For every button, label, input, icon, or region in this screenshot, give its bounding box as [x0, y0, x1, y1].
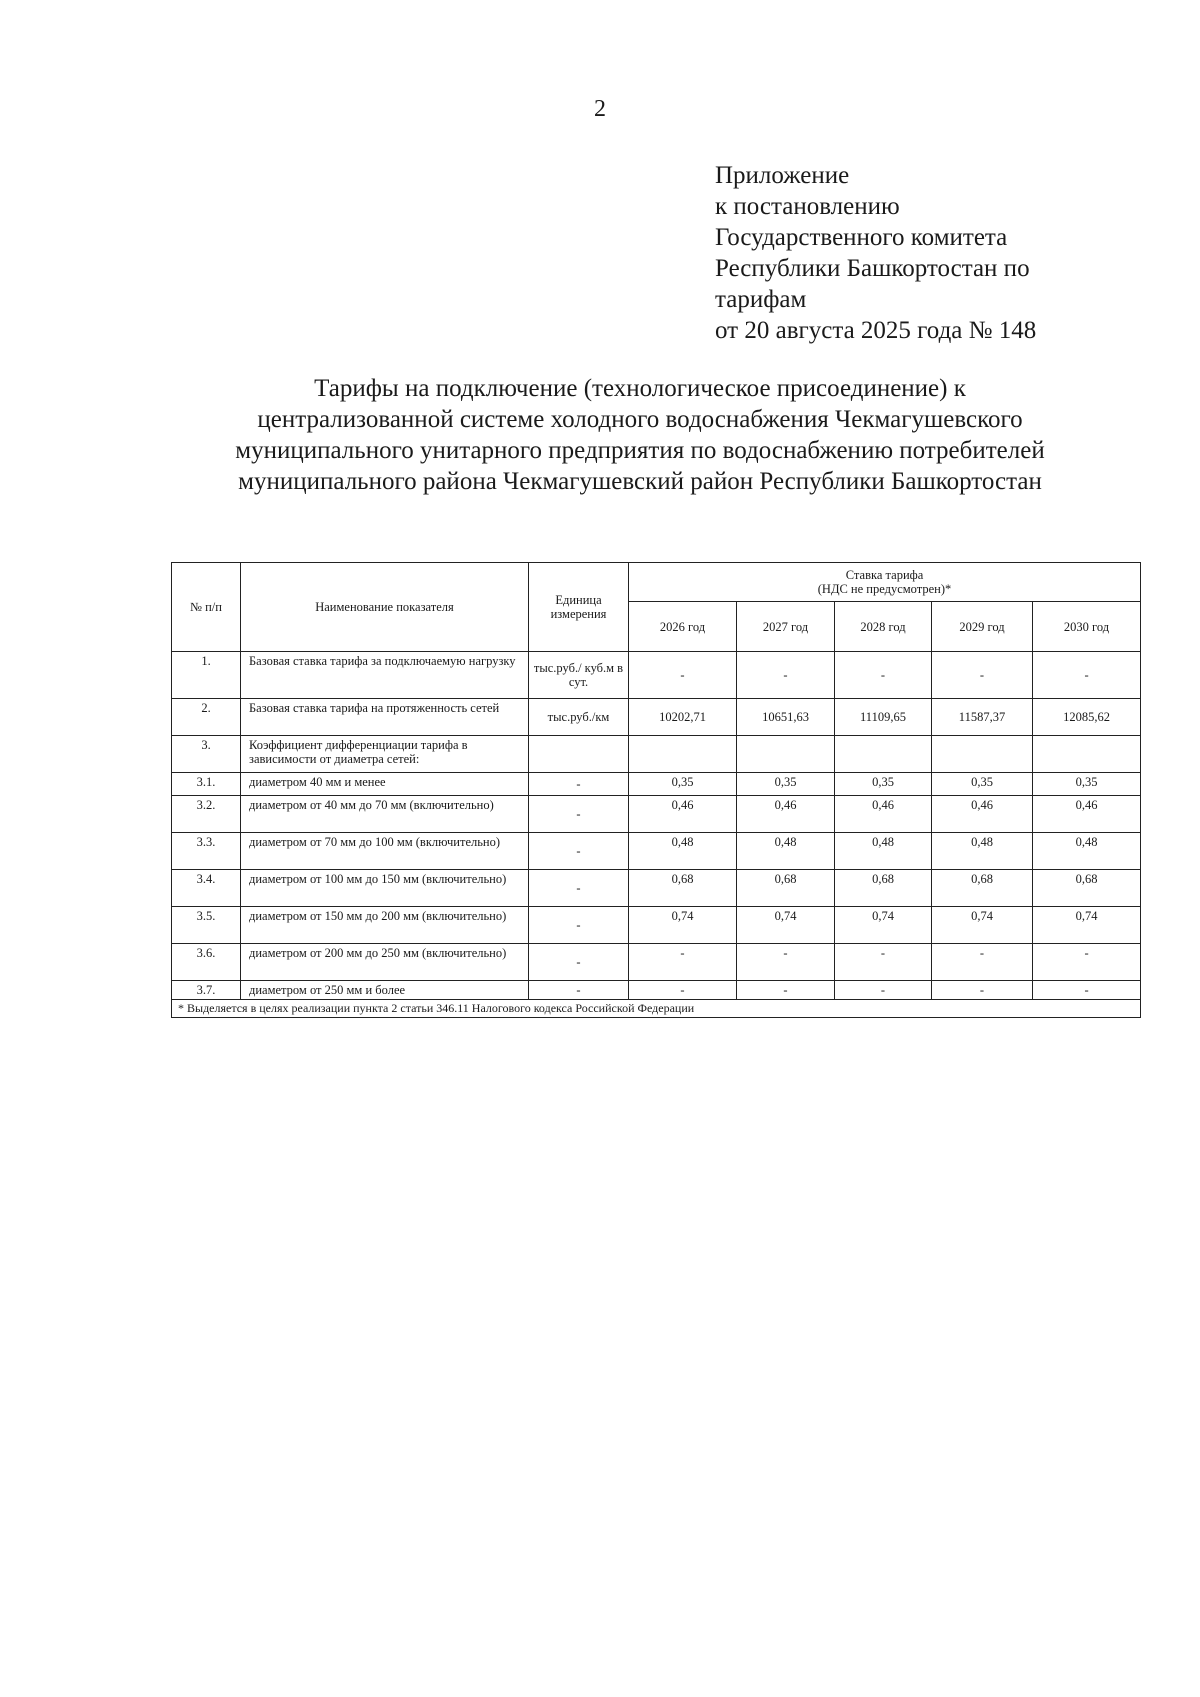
row-value: - — [1033, 981, 1141, 1000]
row-name: Коэффициент дифференциации тарифа в зависимости от диаметра сетей: — [241, 736, 529, 773]
row-unit: тыс.руб./ куб.м в сут. — [529, 652, 629, 699]
row-value — [835, 736, 932, 773]
row-value: - — [737, 981, 835, 1000]
appendix-line: от 20 августа 2025 года № 148 — [715, 317, 1037, 344]
row-num: 3.3. — [172, 833, 241, 870]
row-num: 3.2. — [172, 796, 241, 833]
row-value: 0,46 — [932, 796, 1033, 833]
row-value — [629, 736, 737, 773]
table-row — [172, 773, 1141, 796]
title-line: муниципального района Чекмагушевский район Республики Башкортостан — [238, 468, 1042, 495]
row-num: 3.6. — [172, 944, 241, 981]
row-num: 1. — [172, 652, 241, 699]
row-name: диаметром от 250 мм и более — [241, 981, 529, 1000]
row-value: - — [932, 981, 1033, 1000]
row-unit: - — [529, 796, 629, 833]
row-name: Базовая ставка тарифа за подключаемую нагрузку — [241, 652, 529, 699]
header-rate — [629, 563, 1141, 602]
row-value — [737, 736, 835, 773]
row-value: 10651,63 — [737, 699, 835, 736]
row-value: 0,74 — [835, 907, 932, 944]
row-value: - — [629, 944, 737, 981]
page-number: 2 — [594, 96, 606, 122]
table-row — [172, 652, 1141, 699]
header-num: № п/п — [172, 563, 241, 652]
row-name: диаметром 40 мм и менее — [241, 773, 529, 796]
row-value: 0,48 — [737, 833, 835, 870]
appendix-line: к постановлению — [715, 193, 900, 220]
row-value: - — [835, 981, 932, 1000]
row-value: 0,68 — [737, 870, 835, 907]
header-rate-line2: (НДС не предусмотрен)* — [817, 582, 952, 596]
row-value: 0,35 — [737, 773, 835, 796]
row-value: 0,48 — [629, 833, 737, 870]
row-unit: - — [529, 870, 629, 907]
row-value: 0,68 — [835, 870, 932, 907]
header-year: 2030 год — [1033, 602, 1141, 652]
table-row — [172, 981, 1141, 1000]
row-value: 0,48 — [932, 833, 1033, 870]
row-unit: тыс.руб./км — [529, 699, 629, 736]
row-unit: - — [529, 944, 629, 981]
footnote: * Выделяется в целях реализации пункта 2 статьи 346.11 Налогового кодекса Российской Федерации — [172, 1000, 1141, 1018]
row-name: диаметром от 70 мм до 100 мм (включительно) — [241, 833, 529, 870]
row-value: 0,48 — [835, 833, 932, 870]
row-value: - — [1033, 652, 1141, 699]
row-value: 0,46 — [737, 796, 835, 833]
row-value: 0,68 — [1033, 870, 1141, 907]
row-value: 11109,65 — [835, 699, 932, 736]
appendix-line: Государственного комитета — [715, 224, 1008, 251]
row-name: диаметром от 150 мм до 200 мм (включительно) — [241, 907, 529, 944]
row-name: Базовая ставка тарифа на протяженность сетей — [241, 699, 529, 736]
document-title — [150, 373, 1130, 497]
row-value — [932, 736, 1033, 773]
table-row — [172, 833, 1141, 870]
row-value: 0,74 — [629, 907, 737, 944]
table-row — [172, 796, 1141, 833]
row-num: 3. — [172, 736, 241, 773]
row-unit: - — [529, 981, 629, 1000]
appendix-line: Приложение — [715, 162, 850, 189]
header-year: 2028 год — [835, 602, 932, 652]
row-num: 3.4. — [172, 870, 241, 907]
row-value: 0,74 — [932, 907, 1033, 944]
row-value: 0,68 — [629, 870, 737, 907]
row-value: 0,35 — [1033, 773, 1141, 796]
title-line: муниципального унитарного предприятия по водоснабжению потребителей — [235, 437, 1045, 464]
row-value: 0,74 — [737, 907, 835, 944]
row-value: - — [835, 944, 932, 981]
row-value: - — [1033, 944, 1141, 981]
title-line: Тарифы на подключение (технологическое присоединение) к — [314, 375, 966, 402]
row-value: 12085,62 — [1033, 699, 1141, 736]
tariff-table — [171, 562, 1141, 1018]
row-value: - — [737, 944, 835, 981]
header-name: Наименование показателя — [241, 563, 529, 652]
appendix-line: Республики Башкортостан по — [715, 255, 1030, 282]
appendix-line: тарифам — [715, 286, 807, 313]
row-name: диаметром от 200 мм до 250 мм (включительно) — [241, 944, 529, 981]
row-unit: - — [529, 833, 629, 870]
row-value — [1033, 736, 1141, 773]
row-value: 0,46 — [835, 796, 932, 833]
table-row — [172, 870, 1141, 907]
row-unit: - — [529, 907, 629, 944]
row-value: 11587,37 — [932, 699, 1033, 736]
row-value: - — [737, 652, 835, 699]
row-value: - — [932, 652, 1033, 699]
row-num: 3.7. — [172, 981, 241, 1000]
row-num: 3.1. — [172, 773, 241, 796]
row-value: 0,68 — [932, 870, 1033, 907]
row-value: - — [932, 944, 1033, 981]
row-value: 0,35 — [932, 773, 1033, 796]
footnote-row — [172, 1000, 1141, 1018]
row-name: диаметром от 40 мм до 70 мм (включительно) — [241, 796, 529, 833]
row-value: 0,74 — [1033, 907, 1141, 944]
row-value: 0,48 — [1033, 833, 1141, 870]
header-year: 2026 год — [629, 602, 737, 652]
header-unit: Единица измерения — [529, 563, 629, 652]
row-value: 0,35 — [835, 773, 932, 796]
row-value: - — [629, 652, 737, 699]
row-name: диаметром от 100 мм до 150 мм (включительно) — [241, 870, 529, 907]
table-row — [172, 907, 1141, 944]
appendix-block — [715, 160, 1135, 346]
row-value: 0,46 — [1033, 796, 1141, 833]
title-line: централизованной системе холодного водоснабжения Чекмагушевского — [257, 406, 1023, 433]
header-year: 2027 год — [737, 602, 835, 652]
row-unit — [529, 736, 629, 773]
header-year: 2029 год — [932, 602, 1033, 652]
table-row — [172, 736, 1141, 773]
row-unit: - — [529, 773, 629, 796]
row-value: - — [629, 981, 737, 1000]
header-rate-line1: Ставка тарифа — [845, 568, 924, 582]
row-value: 0,35 — [629, 773, 737, 796]
row-num: 3.5. — [172, 907, 241, 944]
row-value: 10202,71 — [629, 699, 737, 736]
table-row — [172, 699, 1141, 736]
table-row — [172, 944, 1141, 981]
row-num: 2. — [172, 699, 241, 736]
row-value: 0,46 — [629, 796, 737, 833]
row-value: - — [835, 652, 932, 699]
